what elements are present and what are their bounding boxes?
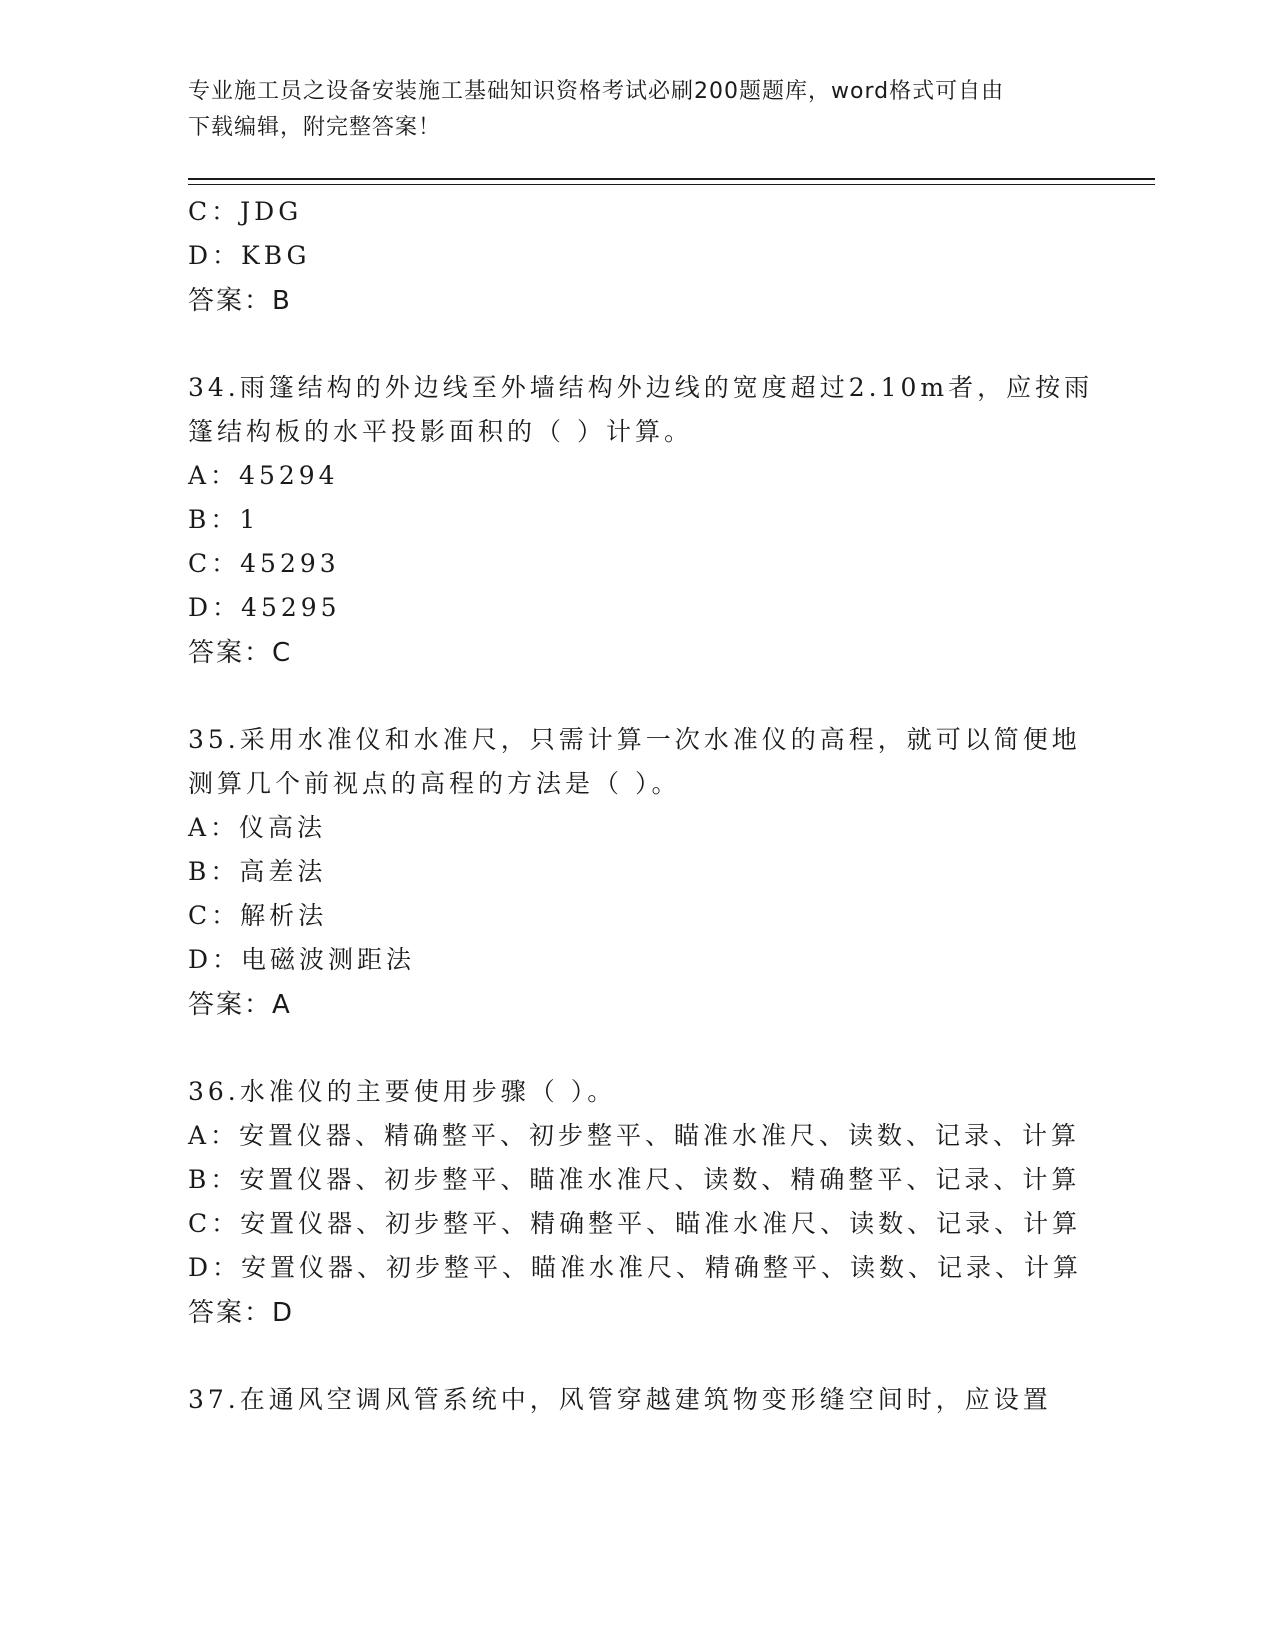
question-35-answer: 答案：A xyxy=(188,990,292,1020)
question-36-option-a: A：安置仪器、精确整平、初步整平、瞄准水准尺、读数、记录、计算 xyxy=(188,1121,1081,1150)
answer-line: 答案：B xyxy=(188,286,292,316)
question-34-answer: 答案：C xyxy=(188,638,293,668)
question-35-option-b: B：高差法 xyxy=(188,857,327,886)
question-36-option-d: D：安置仪器、初步整平、瞄准水准尺、精确整平、读数、记录、计算 xyxy=(188,1253,1083,1282)
question-35-option-a: A：仪高法 xyxy=(188,813,327,842)
question-34-option-b: B：1 xyxy=(188,505,260,534)
question-34-option-c: C：45293 xyxy=(188,549,340,578)
question-35-stem-line-2: 测算几个前视点的高程的方法是（ ）。 xyxy=(188,769,681,798)
question-34-stem-line-2: 篷结构板的水平投影面积的（ ）计算。 xyxy=(188,417,693,446)
question-34-option-a: A：45294 xyxy=(188,461,339,490)
question-36-option-c: C：安置仪器、初步整平、精确整平、瞄准水准尺、读数、记录、计算 xyxy=(188,1209,1082,1238)
document-header xyxy=(188,74,1088,146)
header-line-1: 专业施工员之设备安装施工基础知识资格考试必刷200题题库，word格式可自由 xyxy=(188,79,1005,104)
question-36-answer: 答案：D xyxy=(188,1298,295,1328)
header-line-2: 下载编辑，附完整答案！ xyxy=(188,115,442,140)
header-rule-thin xyxy=(188,184,1155,185)
question-35-stem-line-1: 35.采用水准仪和水准尺，只需计算一次水准仪的高程，就可以简便地 xyxy=(188,725,1081,754)
question-35-option-d: D：电磁波测距法 xyxy=(188,945,416,974)
header-rule-thick xyxy=(188,178,1155,180)
question-37-stem-line-1: 37.在通风空调风管系统中，风管穿越建筑物变形缝空间时，应设置 xyxy=(188,1385,1052,1414)
question-36-option-b: B：安置仪器、初步整平、瞄准水准尺、读数、精确整平、记录、计算 xyxy=(188,1165,1081,1194)
option-d: D：KBG xyxy=(188,241,311,270)
question-35-option-c: C：解析法 xyxy=(188,901,328,930)
question-34-stem-line-1: 34.雨篷结构的外边线至外墙结构外边线的宽度超过2.10m者，应按雨 xyxy=(188,373,1094,402)
question-34-option-d: D：45295 xyxy=(188,593,341,622)
question-36-stem: 36.水准仪的主要使用步骤（ ）。 xyxy=(188,1077,617,1106)
option-c: C：JDG xyxy=(188,197,303,226)
